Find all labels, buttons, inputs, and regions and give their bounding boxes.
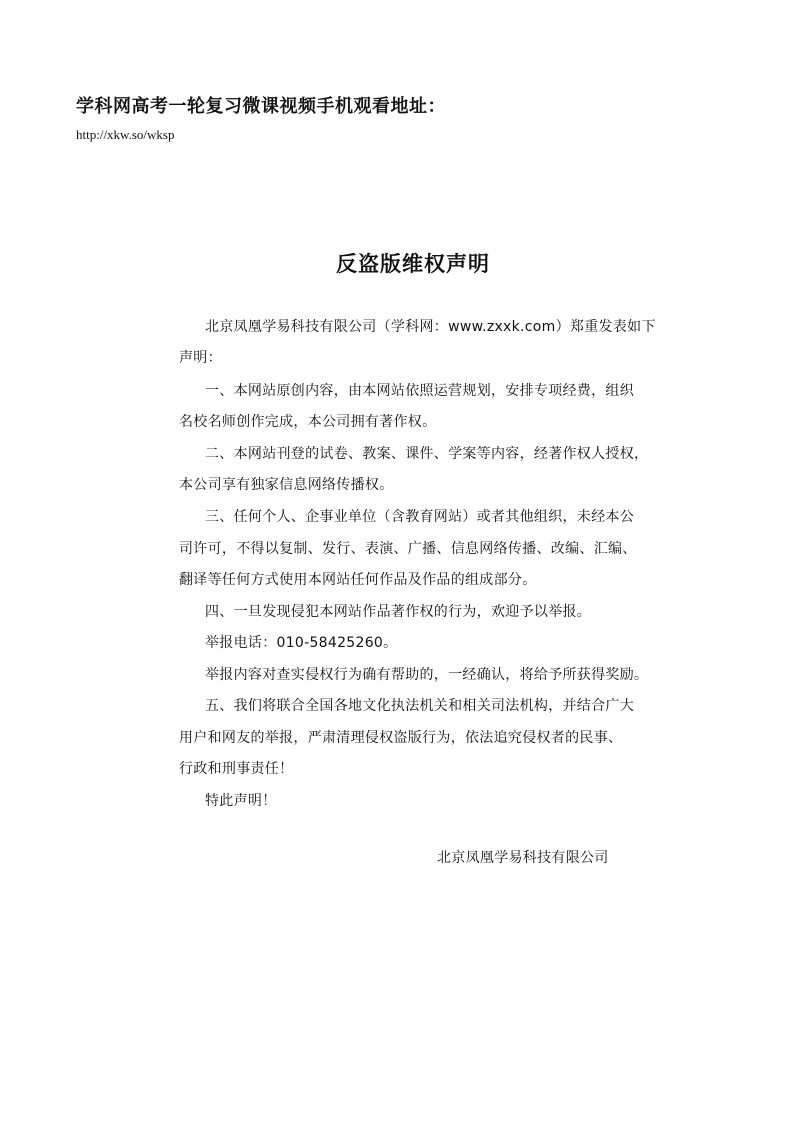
statement-line: 特此声明！ (205, 793, 277, 809)
statement-line: 五、我们将联合全国各地文化执法机关和相关司法机构，并结合广大 (205, 698, 634, 714)
header-title: 学科网高考一轮复习微课视频手机观看地址： (76, 96, 446, 117)
statement-title: 反盗版维权声明 (336, 252, 490, 276)
statement-line: 举报内容对查实侵权行为确有帮助的，一经确认，将给予所获得奖励。 (205, 667, 649, 683)
statement-line: 行政和刑事责任！ (179, 761, 294, 777)
statement-line: 用户和网友的举报，严肃清理侵权盗版行为，依法追究侵权者的民事、 (179, 730, 623, 746)
statement-line: 声明： (179, 350, 222, 366)
statement-line: 本公司享有独家信息网络传播权。 (179, 477, 394, 493)
statement-line: 翻译等任何方式使用本网站任何作品及作品的组成部分。 (179, 572, 537, 588)
statement-line: 四、一旦发现侵犯本网站作品著作权的行为，欢迎予以举报。 (205, 604, 592, 620)
statement-line: 三、任何个人、企事业单位（含教育网站）或者其他组织，未经本公 (205, 509, 634, 525)
statement-line: 名校名师创作完成，本公司拥有著作权。 (179, 414, 437, 430)
statement-line: 司许可，不得以复制、发行、表演、广播、信息网络传播、改编、汇编、 (179, 541, 637, 557)
header-url: http://xkw.so/wksp (76, 127, 175, 142)
statement-line: 二、本网站刊登的试卷、教案、课件、学案等内容，经著作权人授权， (205, 446, 649, 462)
company-signature: 北京凤凰学易科技有限公司 (437, 850, 609, 866)
statement-line: 北京凤凰学易科技有限公司（学科网：www.zxxk.com）郑重发表如下 (205, 319, 656, 335)
statement-line: 举报电话：010-58425260。 (205, 635, 398, 651)
statement-line: 一、本网站原创内容，由本网站依照运营规划，安排专项经费，组织 (205, 383, 634, 399)
